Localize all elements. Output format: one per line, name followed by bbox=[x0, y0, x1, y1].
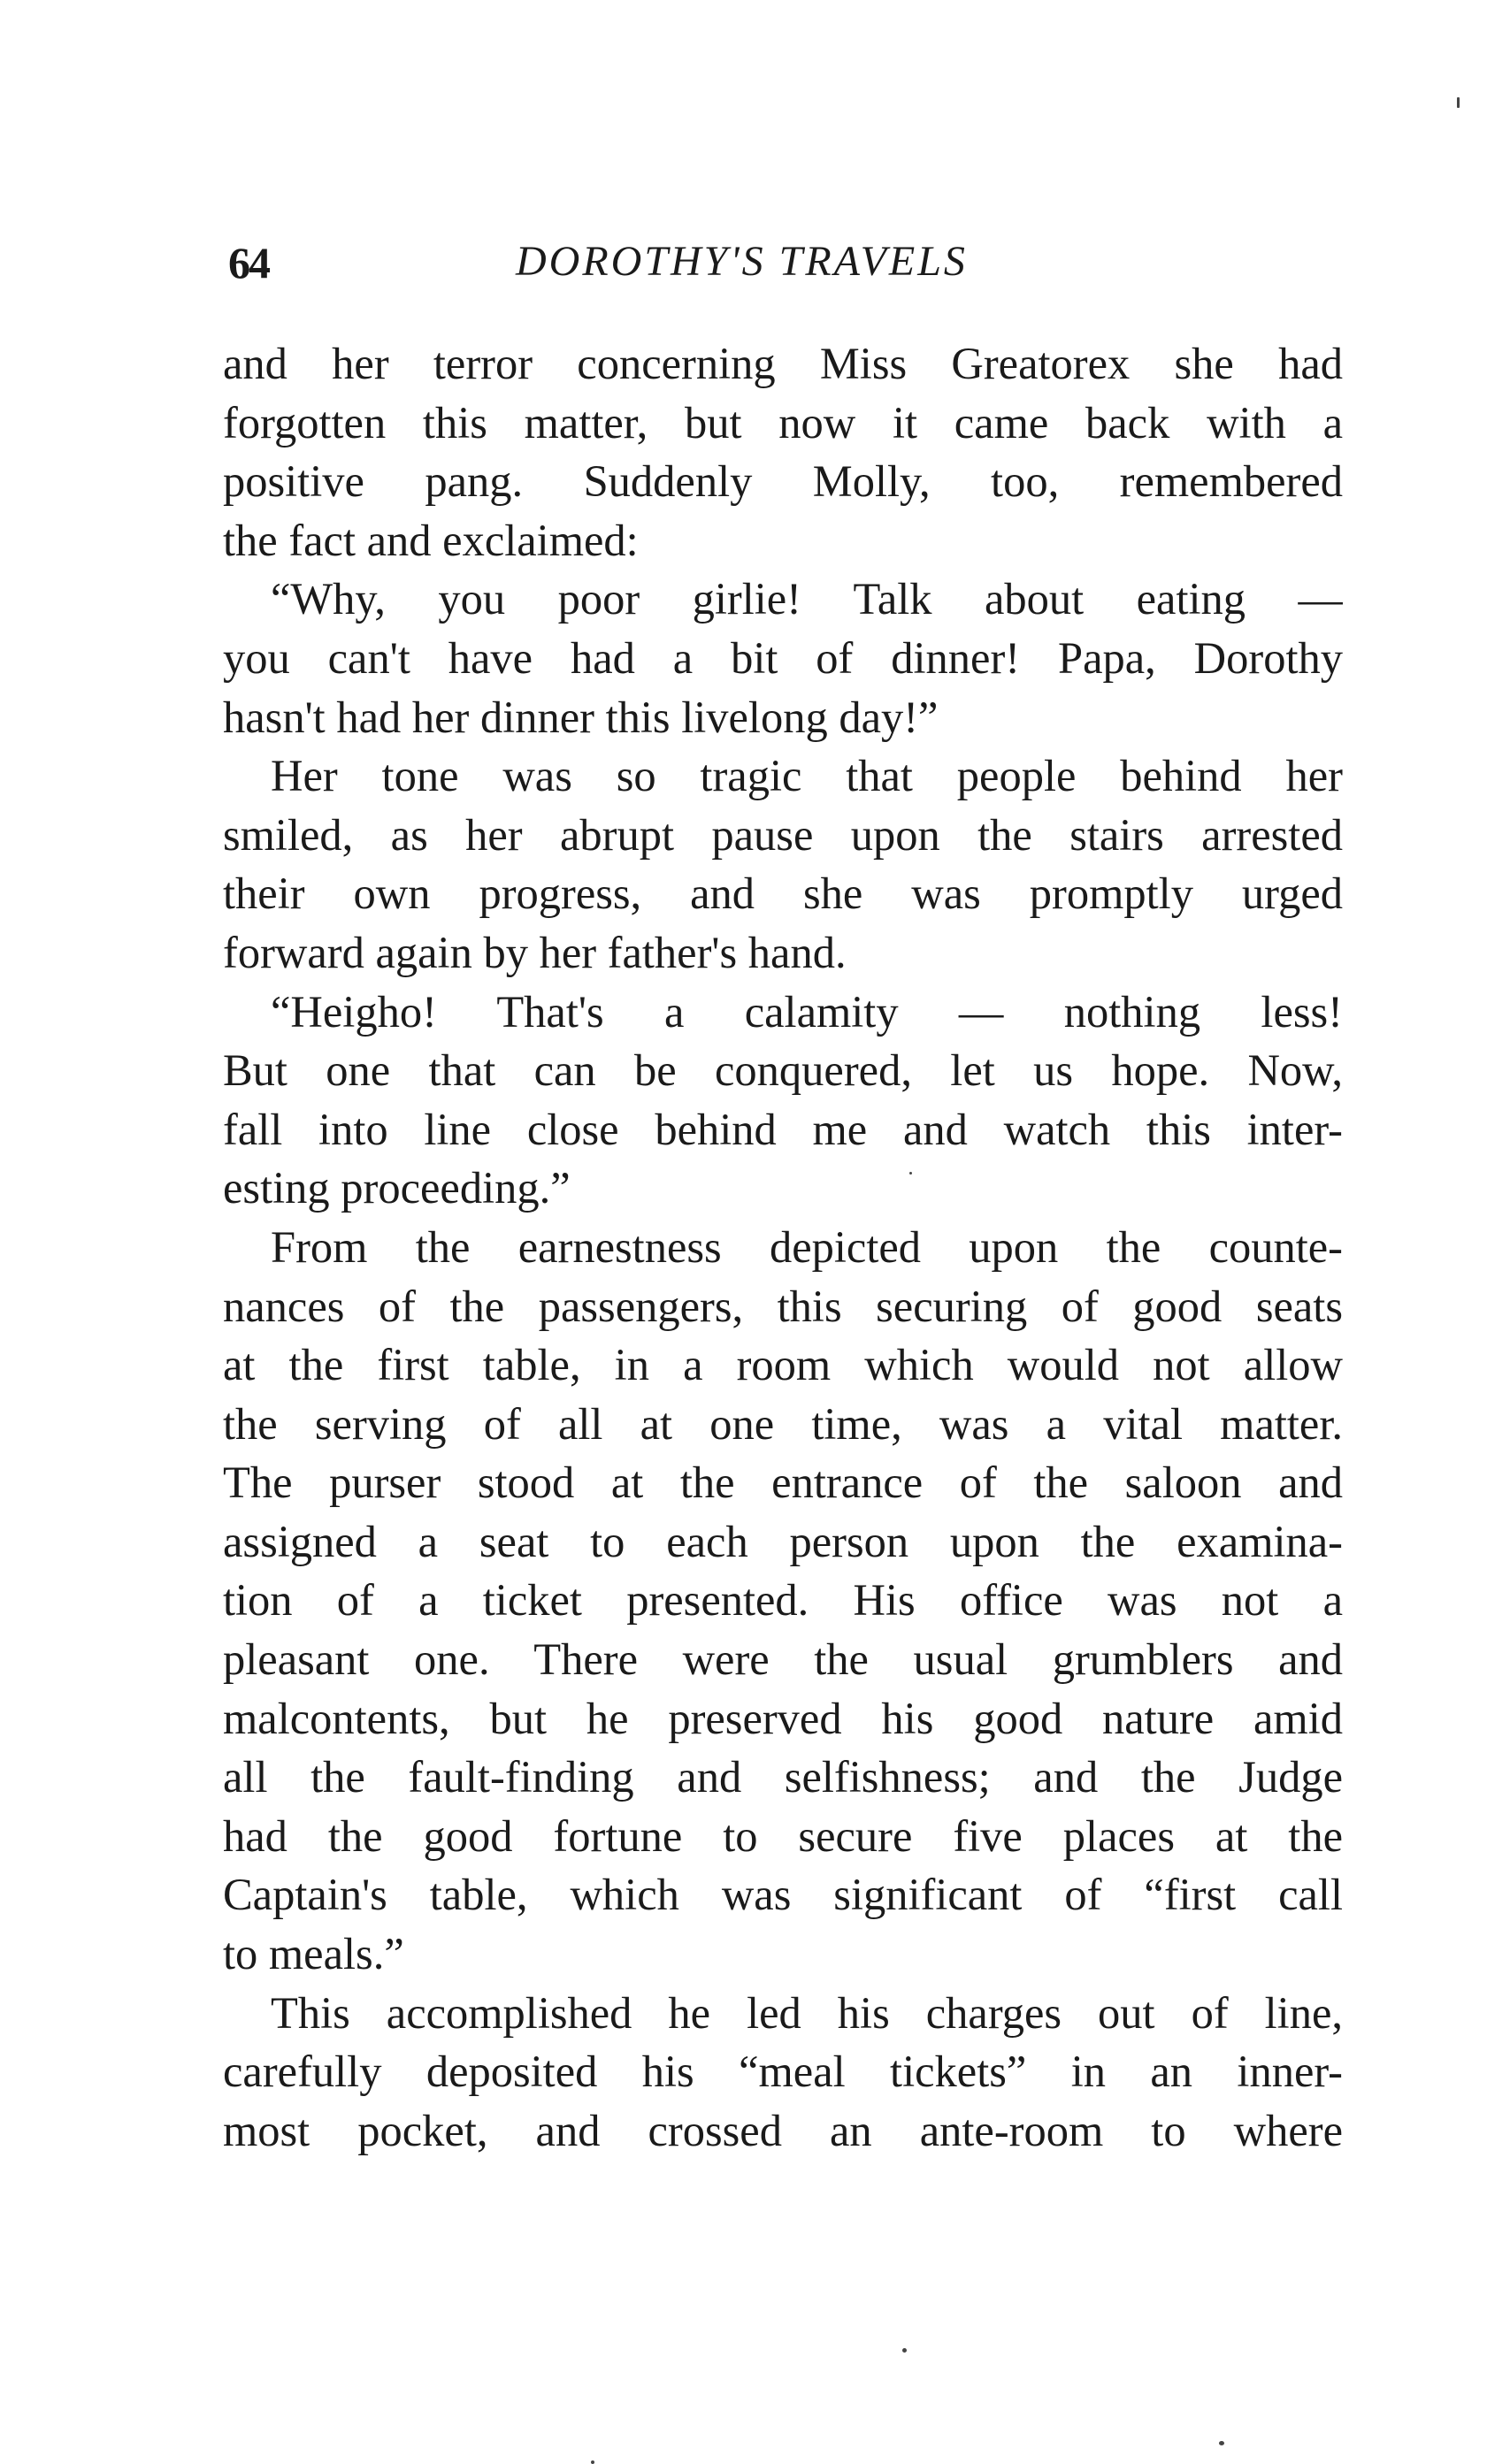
text-line: The purser stood at the entrance of the saloon and bbox=[223, 1458, 1343, 1508]
text-line: But one that can be conquered, let us hope. Now, bbox=[223, 1045, 1343, 1096]
text-line: at the first table, in a room which would not allow bbox=[223, 1340, 1343, 1390]
text-line: assigned a seat to each person upon the examina- bbox=[223, 1516, 1343, 1566]
body-text bbox=[223, 334, 1343, 2160]
text-line: From the earnestness depicted upon the counte- bbox=[271, 1221, 1343, 1272]
text-line: all the fault-finding and selfishness; and the Judge bbox=[223, 1752, 1343, 1802]
text-line: the fact and exclaimed: bbox=[223, 515, 639, 565]
text-line: forward again by her father's hand. bbox=[223, 927, 847, 977]
text-line: most pocket, and crossed an ante-room to where bbox=[223, 2105, 1343, 2155]
scan-speck bbox=[1457, 97, 1460, 108]
text-line: Her tone was so tragic that people behind her bbox=[271, 751, 1343, 801]
text-line: pleasant one. There were the usual grumblers and bbox=[223, 1634, 1343, 1685]
text-line: This accomplished he led his charges out of line, bbox=[271, 1987, 1343, 2038]
text-line: malcontents, but he preserved his good nature amid bbox=[223, 1693, 1343, 1743]
scan-speck bbox=[1219, 2441, 1224, 2445]
text-line: you can't have had a bit of dinner! Papa, Dorothy bbox=[223, 632, 1343, 683]
page-header bbox=[228, 237, 1343, 299]
scan-speck bbox=[591, 2460, 594, 2464]
text-line: tion of a ticket presented. His office was not a bbox=[223, 1575, 1343, 1626]
text-line: carefully deposited his “meal tickets” in an inner- bbox=[223, 2047, 1343, 2097]
text-line: Captain's table, which was significant of “first call bbox=[223, 1870, 1343, 1920]
text-line: esting proceeding.” bbox=[223, 1163, 571, 1213]
text-line: and her terror concerning Miss Greatorex she had bbox=[223, 339, 1343, 388]
text-line: fall into line close behind me and watch this inter- bbox=[223, 1104, 1343, 1154]
scan-speck bbox=[902, 2348, 907, 2353]
text-line: their own progress, and she was promptly urged bbox=[223, 869, 1343, 919]
text-line: forgotten this matter, but now it came back with a bbox=[223, 397, 1343, 448]
text-line: “Why, you poor girlie! Talk about eating — bbox=[271, 574, 1343, 624]
page-number: 64 bbox=[228, 238, 269, 287]
text-line: to meals.” bbox=[223, 1929, 404, 1979]
text-line: smiled, as her abrupt pause upon the stairs arrested bbox=[223, 809, 1343, 860]
text-line: the serving of all at one time, was a vital matter. bbox=[223, 1398, 1343, 1449]
text-line: hasn't had her dinner this livelong day!” bbox=[223, 692, 939, 742]
text-line: had the good fortune to secure five places at the bbox=[223, 1810, 1343, 1861]
text-line: positive pang. Suddenly Molly, too, remembered bbox=[223, 456, 1343, 507]
running-head: DOROTHY'S TRAVELS bbox=[516, 238, 968, 285]
text-line: “Heigho! That's a calamity — nothing less! bbox=[271, 986, 1343, 1037]
scan-speck bbox=[909, 1172, 912, 1175]
text-line: nances of the passengers, this securing of good seats bbox=[223, 1281, 1343, 1331]
